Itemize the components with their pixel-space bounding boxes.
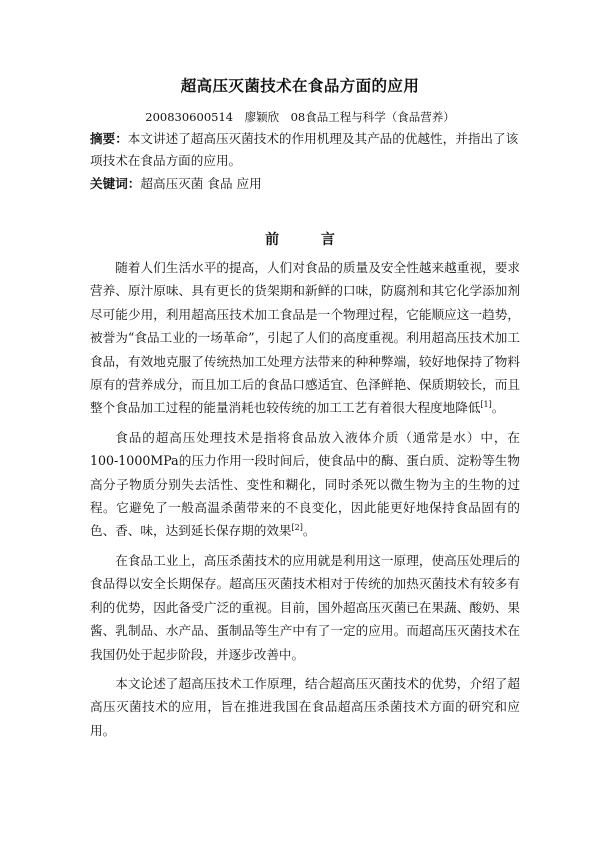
section-heading-preface: [0, 229, 600, 249]
abstract-label: 摘要：: [90, 131, 128, 146]
keywords: [90, 173, 520, 195]
paragraph: 食品的超高压处理技术是指将食品放入液体介质（通常是水）中，在100-1000MPa的压力作用一段时间后，使食品中的酶、蛋白质、淀粉等生物高分子物质分别失去活性、变性和糊化，同时杀死以微生物为主的生物的过程。它避免了一般高温杀菌带来的不良变化，因此能更好地保持食品固有的色、香、味，达到延长保存期的效果[2]。: [90, 429, 520, 539]
citation: [2]: [291, 523, 303, 533]
keywords-label: 关键词：: [90, 176, 141, 191]
author-byline: 200830600514 廖颖欣 08食品工程与科学（食品营养）: [145, 110, 455, 124]
paper-title: 超高压灭菌技术在食品方面的应用: [180, 77, 420, 95]
abstract-text: 本文讲述了超高压灭菌技术的作用机理及其产品的优越性，并指出了该项技术在食品方面的应用。: [90, 131, 519, 168]
heading-char-2: 言: [320, 232, 335, 248]
abstract: [90, 128, 520, 172]
paragraph: 在食品工业上，高压杀菌技术的应用就是利用这一原理，使高压处理后的食品得以安全长期保存。超高压灭菌技术相对于传统的加热灭菌技术有较多有利的优势，因此备受广泛的重视。目前，国外超高压灭菌已在果蔬、酸奶、果酱、乳制品、水产品、蛋制品等生产中有了一定的应用。而超高压灭菌技术在我国仍处于起步阶段，并逐步改善中。: [90, 552, 520, 662]
keywords-text: 超高压灭菌 食品 应用: [140, 176, 262, 191]
citation: [1]: [480, 400, 492, 410]
paragraph: 本文论述了超高压技术工作原理，结合超高压灭菌技术的优势，介绍了超高压灭菌技术的应用，旨在推进我国在食品超高压杀菌技术方面的研究和应用。: [90, 675, 520, 738]
heading-char-1: 前: [265, 232, 280, 248]
paragraph: 随着人们生活水平的提高，人们对食品的质量及安全性越来越重视，要求营养、原汁原味、具有更长的货架期和新鲜的口味，防腐剂和其它化学添加剂尽可能少用，利用超高压技术加工食品是一个物理过程，它能顺应这一趋势，被誉为“食品工业的一场革命”，引起了人们的高度重视。利用超高压技术加工食品，有效地克服了传统热加工处理方法带来的种种弊端，较好地保持了物料原有的营养成分，而且加工后的食品口感适宜、色泽鲜艳、保质期较长，而且整个食品加工过程的能量消耗也较传统的加工工艺有着很大程度地降低[1]。: [90, 260, 520, 416]
body-text: [90, 256, 520, 748]
